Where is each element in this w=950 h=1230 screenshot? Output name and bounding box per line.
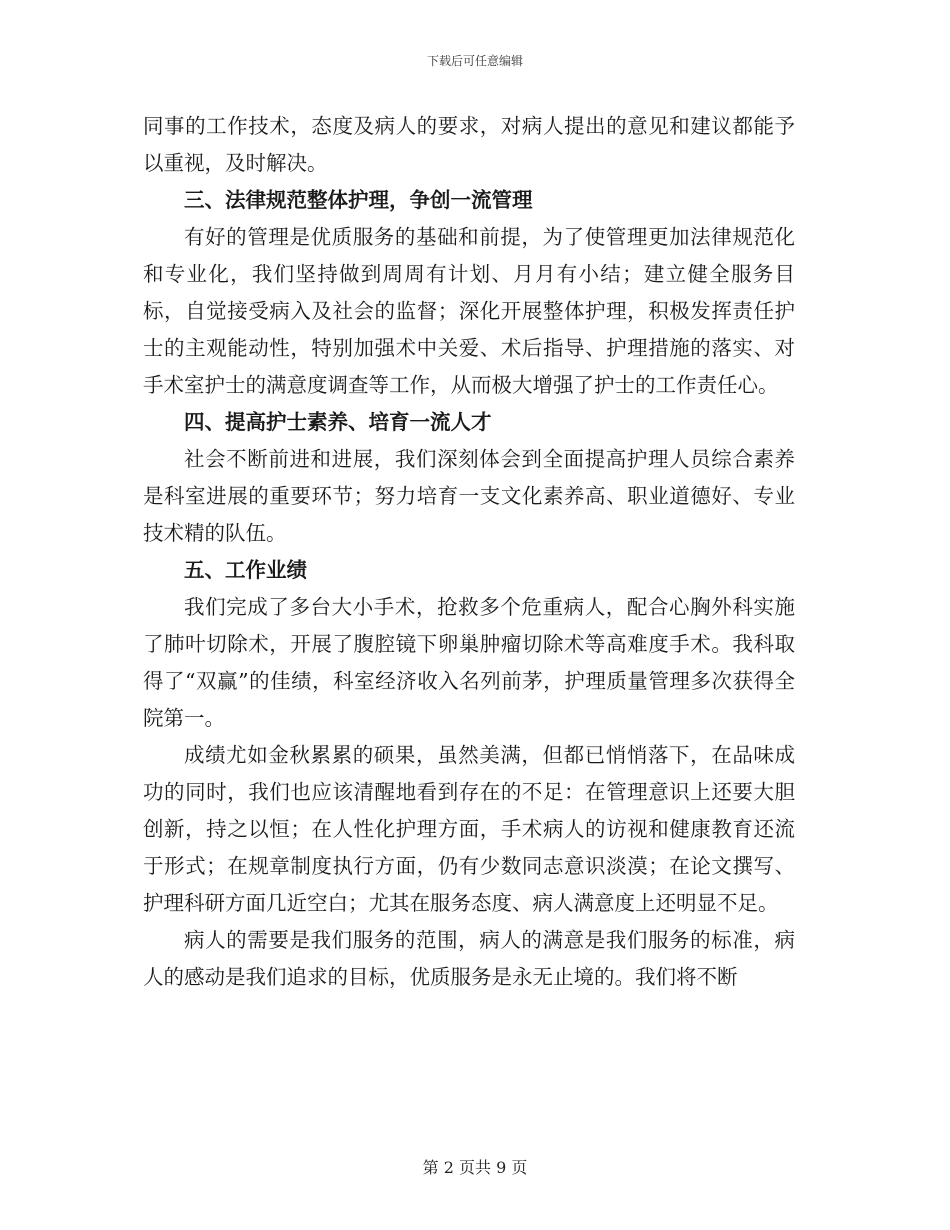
page-number: 第 2 页共 9 页 xyxy=(422,1158,528,1177)
paragraph-achievements: 我们完成了多台大小手术，抢救多个危重病人，配合心胸外科实施了肺叶切除术，开展了腹腔镜下卵巢肿瘤切除术等高难度手术。我科取得了“双赢”的佳绩，科室经济收入名列前茅，护理质量管理多次获得全院第一。 xyxy=(143,595,795,730)
paragraph-continuation: 同事的工作技术，态度及病人的要求，对病人提出的意见和建议都能予以重视，及时解决。 xyxy=(143,114,795,175)
paragraph-shortcomings: 成绩尤如金秋累累的硕果，虽然美满，但都已悄悄落下，在品味成功的同时，我们也应该清醒地看到存在的不足：在管理意识上还要大胆创新，持之以恒；在人性化护理方面，手术病人的访视和健康教育还流于形式；在规章制度执行方面，仍有少数同志意识淡漠；在论文撰写、护理科研方面几近空白；尤其在服务态度、病人满意度上还明显不足。 xyxy=(143,743,795,915)
paragraph-management: 有好的管理是优质服务的基础和前提，为了使管理更加法律规范化和专业化，我们坚持做到周周有计划、月月有小结；建立健全服务目标，自觉接受病入及社会的监督；深化开展整体护理，积极发挥责任护士的主观能动性，特别加强术中关爱、术后指导、护理措施的落实、对手术室护士的满意度调查等工作，从而极大增强了护士的工作责任心。 xyxy=(143,225,795,397)
paragraph-service-goal: 病人的需要是我们服务的范围，病人的满意是我们服务的标准，病人的感动是我们追求的目标，优质服务是永无止境的。我们将不断 xyxy=(143,928,795,989)
section-heading-3: 三、法律规范整体护理，争创一流管理 xyxy=(184,188,533,212)
page-header: 下载后可任意编辑 xyxy=(426,54,523,68)
section-heading-5: 五、工作业绩 xyxy=(184,558,307,582)
section-heading-4: 四、提高护士素养、培育一流人才 xyxy=(184,410,492,434)
paragraph-training: 社会不断前进和进展，我们深刻体会到全面提高护理人员综合素养是科室进展的重要环节；努力培育一支文化素养高、职业道德好、专业技术精的队伍。 xyxy=(143,447,795,545)
document-body xyxy=(143,108,795,996)
